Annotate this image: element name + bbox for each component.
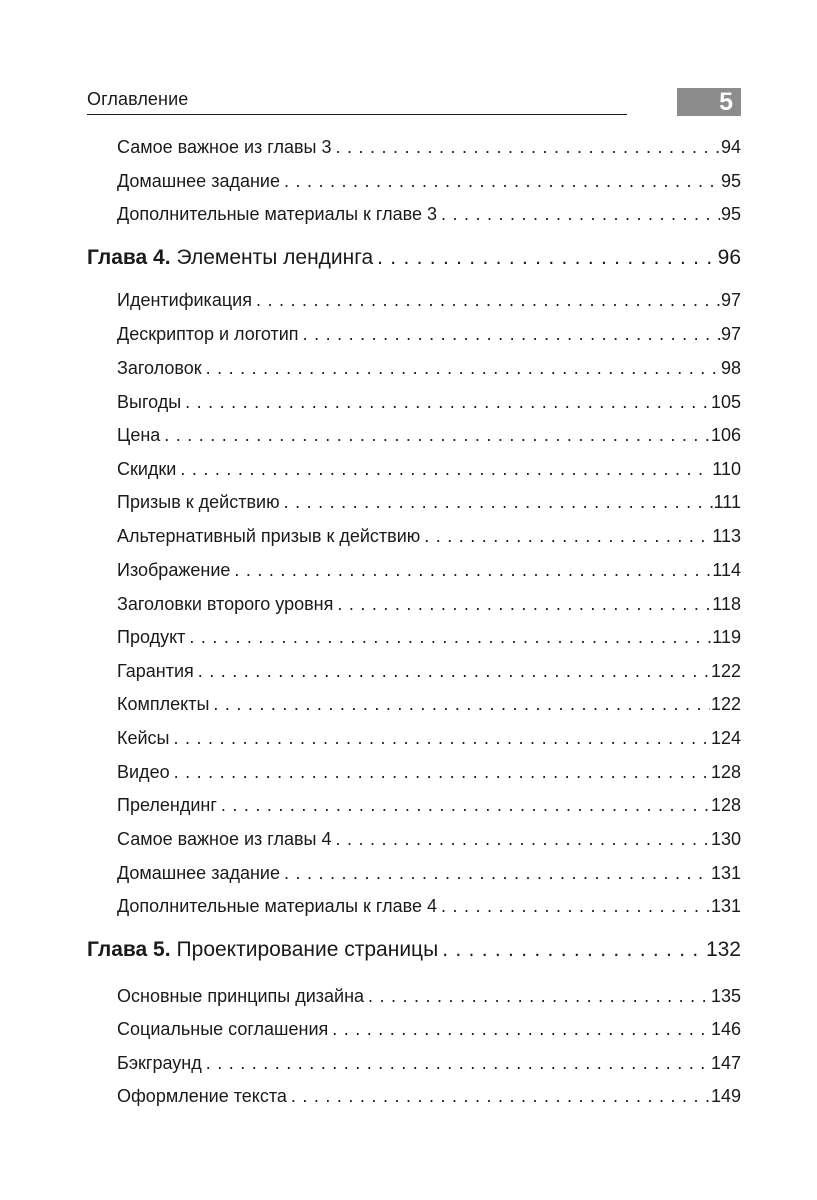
toc-page-number: 97 [720,324,741,344]
toc-label: Идентификация [117,290,252,310]
toc-page-number: 95 [720,171,741,191]
toc-label: Самое важное из главы 3 [117,137,332,157]
toc-dot-leader [337,591,711,617]
toc-label: Прелендинг [117,795,217,815]
toc-dot-leader [284,489,713,515]
toc-dot-leader [284,860,710,886]
toc-label: Скидки [117,459,177,479]
toc-dot-leader [164,422,710,448]
toc-entry-line [117,1083,741,1109]
page-number: 5 [719,88,733,116]
toc-label: Основные принципы дизайна [117,986,365,1006]
toc-page-number: 131 [710,863,741,883]
toc-label: Призыв к действию [117,492,280,512]
toc-page-number: 130 [710,829,741,849]
toc-dot-leader [180,456,711,482]
toc-label: Социальные соглашения [117,1019,329,1039]
toc-page-number: 128 [710,762,741,782]
toc-entry-line [117,489,741,515]
toc-dot-leader [424,523,711,549]
toc-page-number: 113 [712,526,741,546]
toc-entry-line [117,134,741,160]
toc-dot-leader [213,691,710,717]
toc-label: Оформление текста [117,1086,287,1106]
toc-entry-line [117,658,741,684]
toc-dot-leader [336,826,710,852]
toc-entry-line [117,691,741,717]
toc-label: Заголовки второго уровня [117,594,334,614]
toc-label: Дополнительные материалы к главе 3 [117,204,437,224]
toc-label: Самое важное из главы 4 [117,829,332,849]
toc-dot-leader [174,759,710,785]
toc-label: Дополнительные материалы к главе 4 [117,896,437,916]
toc-page-number: 119 [712,627,741,647]
toc-page-number: 146 [710,1019,741,1039]
toc-entry-line [117,456,741,482]
toc-label: Выгоды [117,392,182,412]
toc-entry-line [117,893,741,919]
toc-dot-leader [368,983,710,1009]
toc-page-number: 94 [720,137,741,157]
toc-page-number: 122 [710,661,741,681]
toc-page-number: 98 [720,358,741,378]
toc-entry-line [117,523,741,549]
toc-page-number: 135 [710,986,741,1006]
toc-entry-line [117,1050,741,1076]
toc-page-number: 124 [710,728,741,748]
toc-entry-line [117,168,741,194]
toc-label: Гарантия [117,661,194,681]
toc-page-number: 95 [720,204,741,224]
toc-entry-line [117,321,741,347]
toc-page-number: 106 [710,425,741,445]
toc-entry-line [117,983,741,1009]
toc-label: Цена [117,425,161,445]
toc-label: Изображение [117,560,231,580]
toc-dot-leader [185,389,710,415]
toc-page-number: 110 [712,459,741,479]
toc-dot-leader [441,201,720,227]
toc-page-number: 97 [720,290,741,310]
toc-entry-line [117,725,741,751]
toc-entry-line [117,860,741,886]
running-title: Оглавление [87,89,189,109]
toc-label: Элементы лендинга [176,246,374,269]
toc-label: Кейсы [117,728,170,748]
toc-label: Комплекты [117,694,210,714]
toc-label: Проектирование страницы [176,938,439,961]
toc-label: Домашнее задание [117,863,280,883]
toc-dot-leader [377,243,717,273]
toc-dot-leader [221,792,710,818]
toc-dot-leader [206,1050,710,1076]
toc-dot-leader [206,355,720,381]
toc-entry-line [117,389,741,415]
toc-dot-leader [441,893,710,919]
toc-label: Дескриптор и логотип [117,324,299,344]
toc-dot-leader [198,658,710,684]
page-number-badge [677,88,741,116]
toc-page-number: 105 [710,392,741,412]
toc-dot-leader [291,1083,710,1109]
toc-entry-line [117,422,741,448]
toc-chapter-number: Глава 5. [87,938,171,961]
toc-entry-line [117,201,741,227]
toc-entry-line [117,1016,741,1042]
toc-entry-line [117,591,741,617]
running-header [87,88,627,115]
toc-page-number: 131 [710,896,741,916]
toc-entry-line [117,826,741,852]
toc-dot-leader [336,134,720,160]
toc-label: Бэкграунд [117,1053,202,1073]
toc-dot-leader [189,624,711,650]
toc-page-number: 128 [710,795,741,815]
toc-label: Заголовок [117,358,202,378]
toc-dot-leader [332,1016,710,1042]
toc-page-number: 122 [710,694,741,714]
toc-page-number: 114 [712,560,741,580]
toc-entry-line [117,355,741,381]
toc-dot-leader [174,725,710,751]
toc-label: Домашнее задание [117,171,280,191]
toc-page-number: 147 [710,1053,741,1073]
toc-dot-leader [256,287,720,313]
toc-dot-leader [303,321,720,347]
toc-entry-line [117,287,741,313]
toc-dot-leader [284,168,720,194]
toc-page-number: 111 [713,492,741,512]
toc-chapter-line [87,935,741,965]
toc-entry-line [117,624,741,650]
toc-label: Продукт [117,627,186,647]
toc-page-number: 149 [710,1086,741,1106]
toc-label: Видео [117,762,170,782]
toc-entry-line [117,792,741,818]
toc-page-number: 132 [705,938,741,961]
toc-chapter-line [87,243,741,273]
toc-entry-line [117,759,741,785]
toc-dot-leader [442,935,705,965]
toc-chapter-number: Глава 4. [87,246,171,269]
toc-entry-line [117,557,741,583]
toc-page-number: 118 [712,594,741,614]
toc-label: Альтернативный призыв к действию [117,526,421,546]
toc-page-number: 96 [717,246,741,269]
toc-dot-leader [234,557,711,583]
